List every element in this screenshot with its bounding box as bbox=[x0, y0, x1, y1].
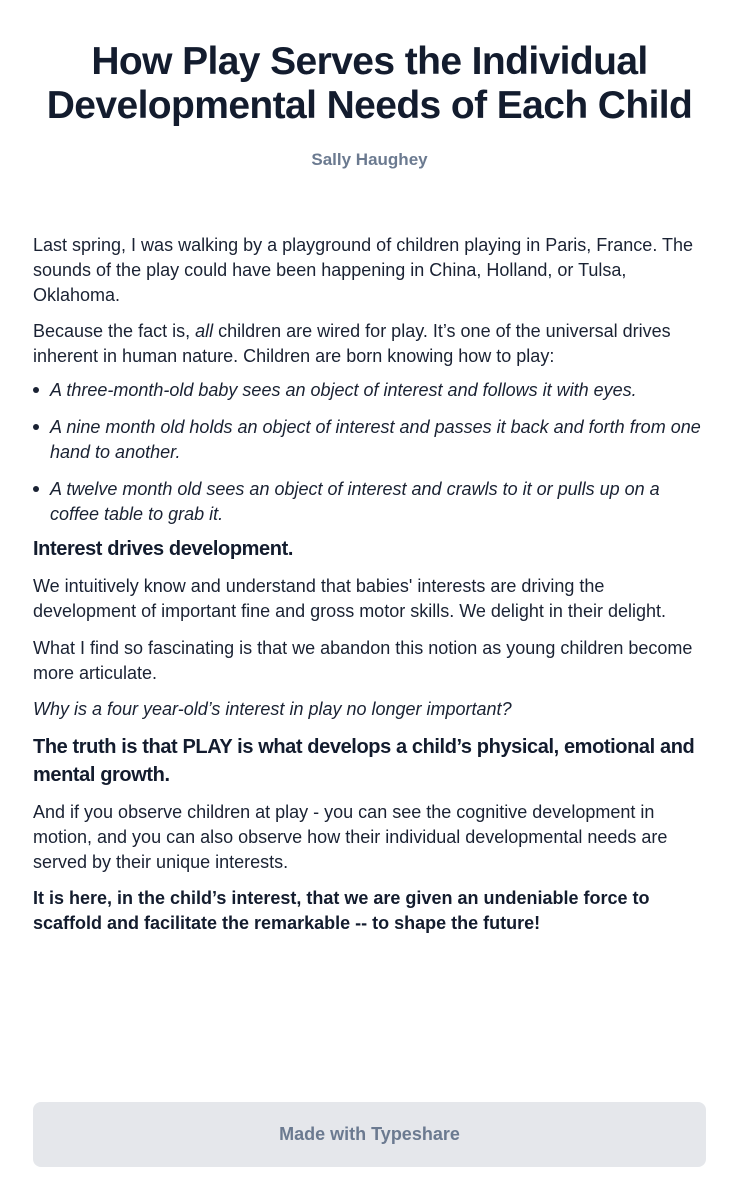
examples-list bbox=[33, 378, 709, 539]
article-title: How Play Serves the Individual Developmental Needs of Each Child bbox=[46, 40, 693, 127]
abandon-notion-paragraph: What I find so fascinating is that we abandon this notion as young children become more articulate. bbox=[33, 638, 693, 683]
wired-text-end: children are wired for play. It’s one of the universal drives inherent in human nature. Children are born knowing how to play: bbox=[33, 321, 671, 366]
bullet-dot bbox=[33, 486, 39, 492]
wired-text-start: Because the fact is, bbox=[33, 321, 196, 341]
closing-statement: It is here, in the child’s interest, that we are given an undeniable force to scaffold and facilitate the remarkable -- to shape the future! bbox=[33, 888, 650, 933]
list-item bbox=[33, 378, 709, 403]
list-item-text: A nine month old holds an object of interest and passes it back and forth from one hand to another. bbox=[50, 417, 701, 462]
list-item bbox=[33, 415, 709, 465]
emphasis-all: all bbox=[195, 321, 214, 341]
bullet-dot bbox=[33, 424, 39, 430]
intro-paragraph: Last spring, I was walking by a playground of children playing in Paris, France. The sounds of the play could have been happening in China, Holland, or Tulsa, Oklahoma. bbox=[33, 235, 694, 305]
wired-for-play-paragraph bbox=[33, 319, 709, 369]
babies-interests-paragraph: We intuitively know and understand that babies' interests are driving the development of important fine and gross motor skills. We delight in their delight. bbox=[33, 576, 666, 621]
question-paragraph: Why is a four year-old’s interest in play no longer important? bbox=[33, 699, 512, 719]
author-name: Sally Haughey bbox=[311, 150, 428, 169]
typeshare-footer-banner[interactable] bbox=[33, 1102, 706, 1167]
list-item-text: A twelve month old sees an object of interest and crawls to it or pulls up on a coffee table to grab it. bbox=[50, 479, 660, 524]
section-heading-interest: Interest drives development. bbox=[33, 538, 294, 560]
list-item bbox=[33, 477, 709, 527]
observe-children-paragraph: And if you observe children at play - you can see the cognitive development in motion, and you can also observe how their individual developmental needs are served by their unique interests. bbox=[33, 802, 668, 872]
footer-label: Made with Typeshare bbox=[279, 1124, 460, 1144]
bullet-dot bbox=[33, 387, 39, 393]
list-item-text: A three-month-old baby sees an object of interest and follows it with eyes. bbox=[50, 380, 637, 400]
section-heading-truth: The truth is that PLAY is what develops a child’s physical, emotional and mental growth. bbox=[33, 736, 695, 786]
